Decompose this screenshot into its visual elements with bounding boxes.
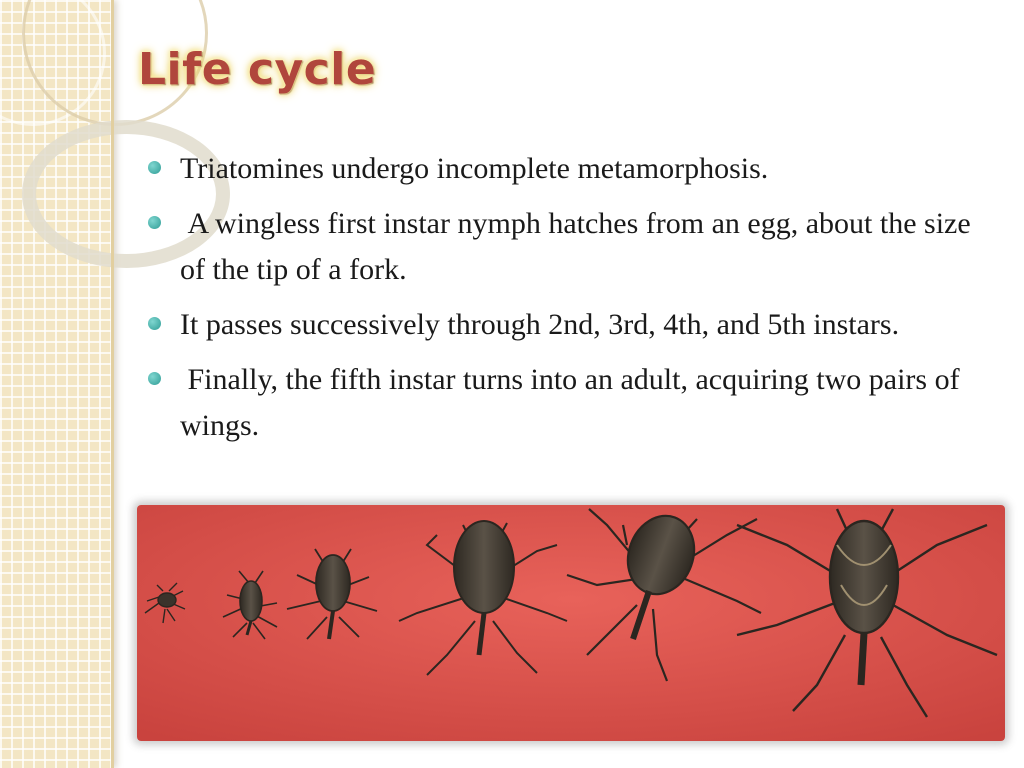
bullet-text: It passes successively through 2nd, 3rd, 4th, and 5th instars. [180, 308, 900, 341]
bullet-item [148, 357, 988, 449]
bullet-item [148, 302, 988, 348]
bullet-icon [148, 161, 161, 174]
insect-stages-illustration [137, 505, 1005, 741]
bullet-icon [148, 216, 161, 229]
bullet-text: Finally, the fifth instar turns into an adult, acquiring two pairs of wings. [180, 363, 968, 442]
bullet-icon [148, 317, 161, 330]
bullet-icon [148, 372, 161, 385]
slide-title: Life cycle [138, 44, 377, 95]
decorative-side-strip [0, 0, 114, 768]
bullet-item [148, 146, 988, 192]
bullet-text: A wingless first instar nymph hatches from an egg, about the size of the tip of a fork. [180, 207, 979, 286]
insect-stages-photo [137, 505, 1005, 741]
bullet-item [148, 201, 988, 293]
bullet-list [148, 146, 988, 458]
bullet-text: Triatomines undergo incomplete metamorphosis. [180, 152, 769, 185]
